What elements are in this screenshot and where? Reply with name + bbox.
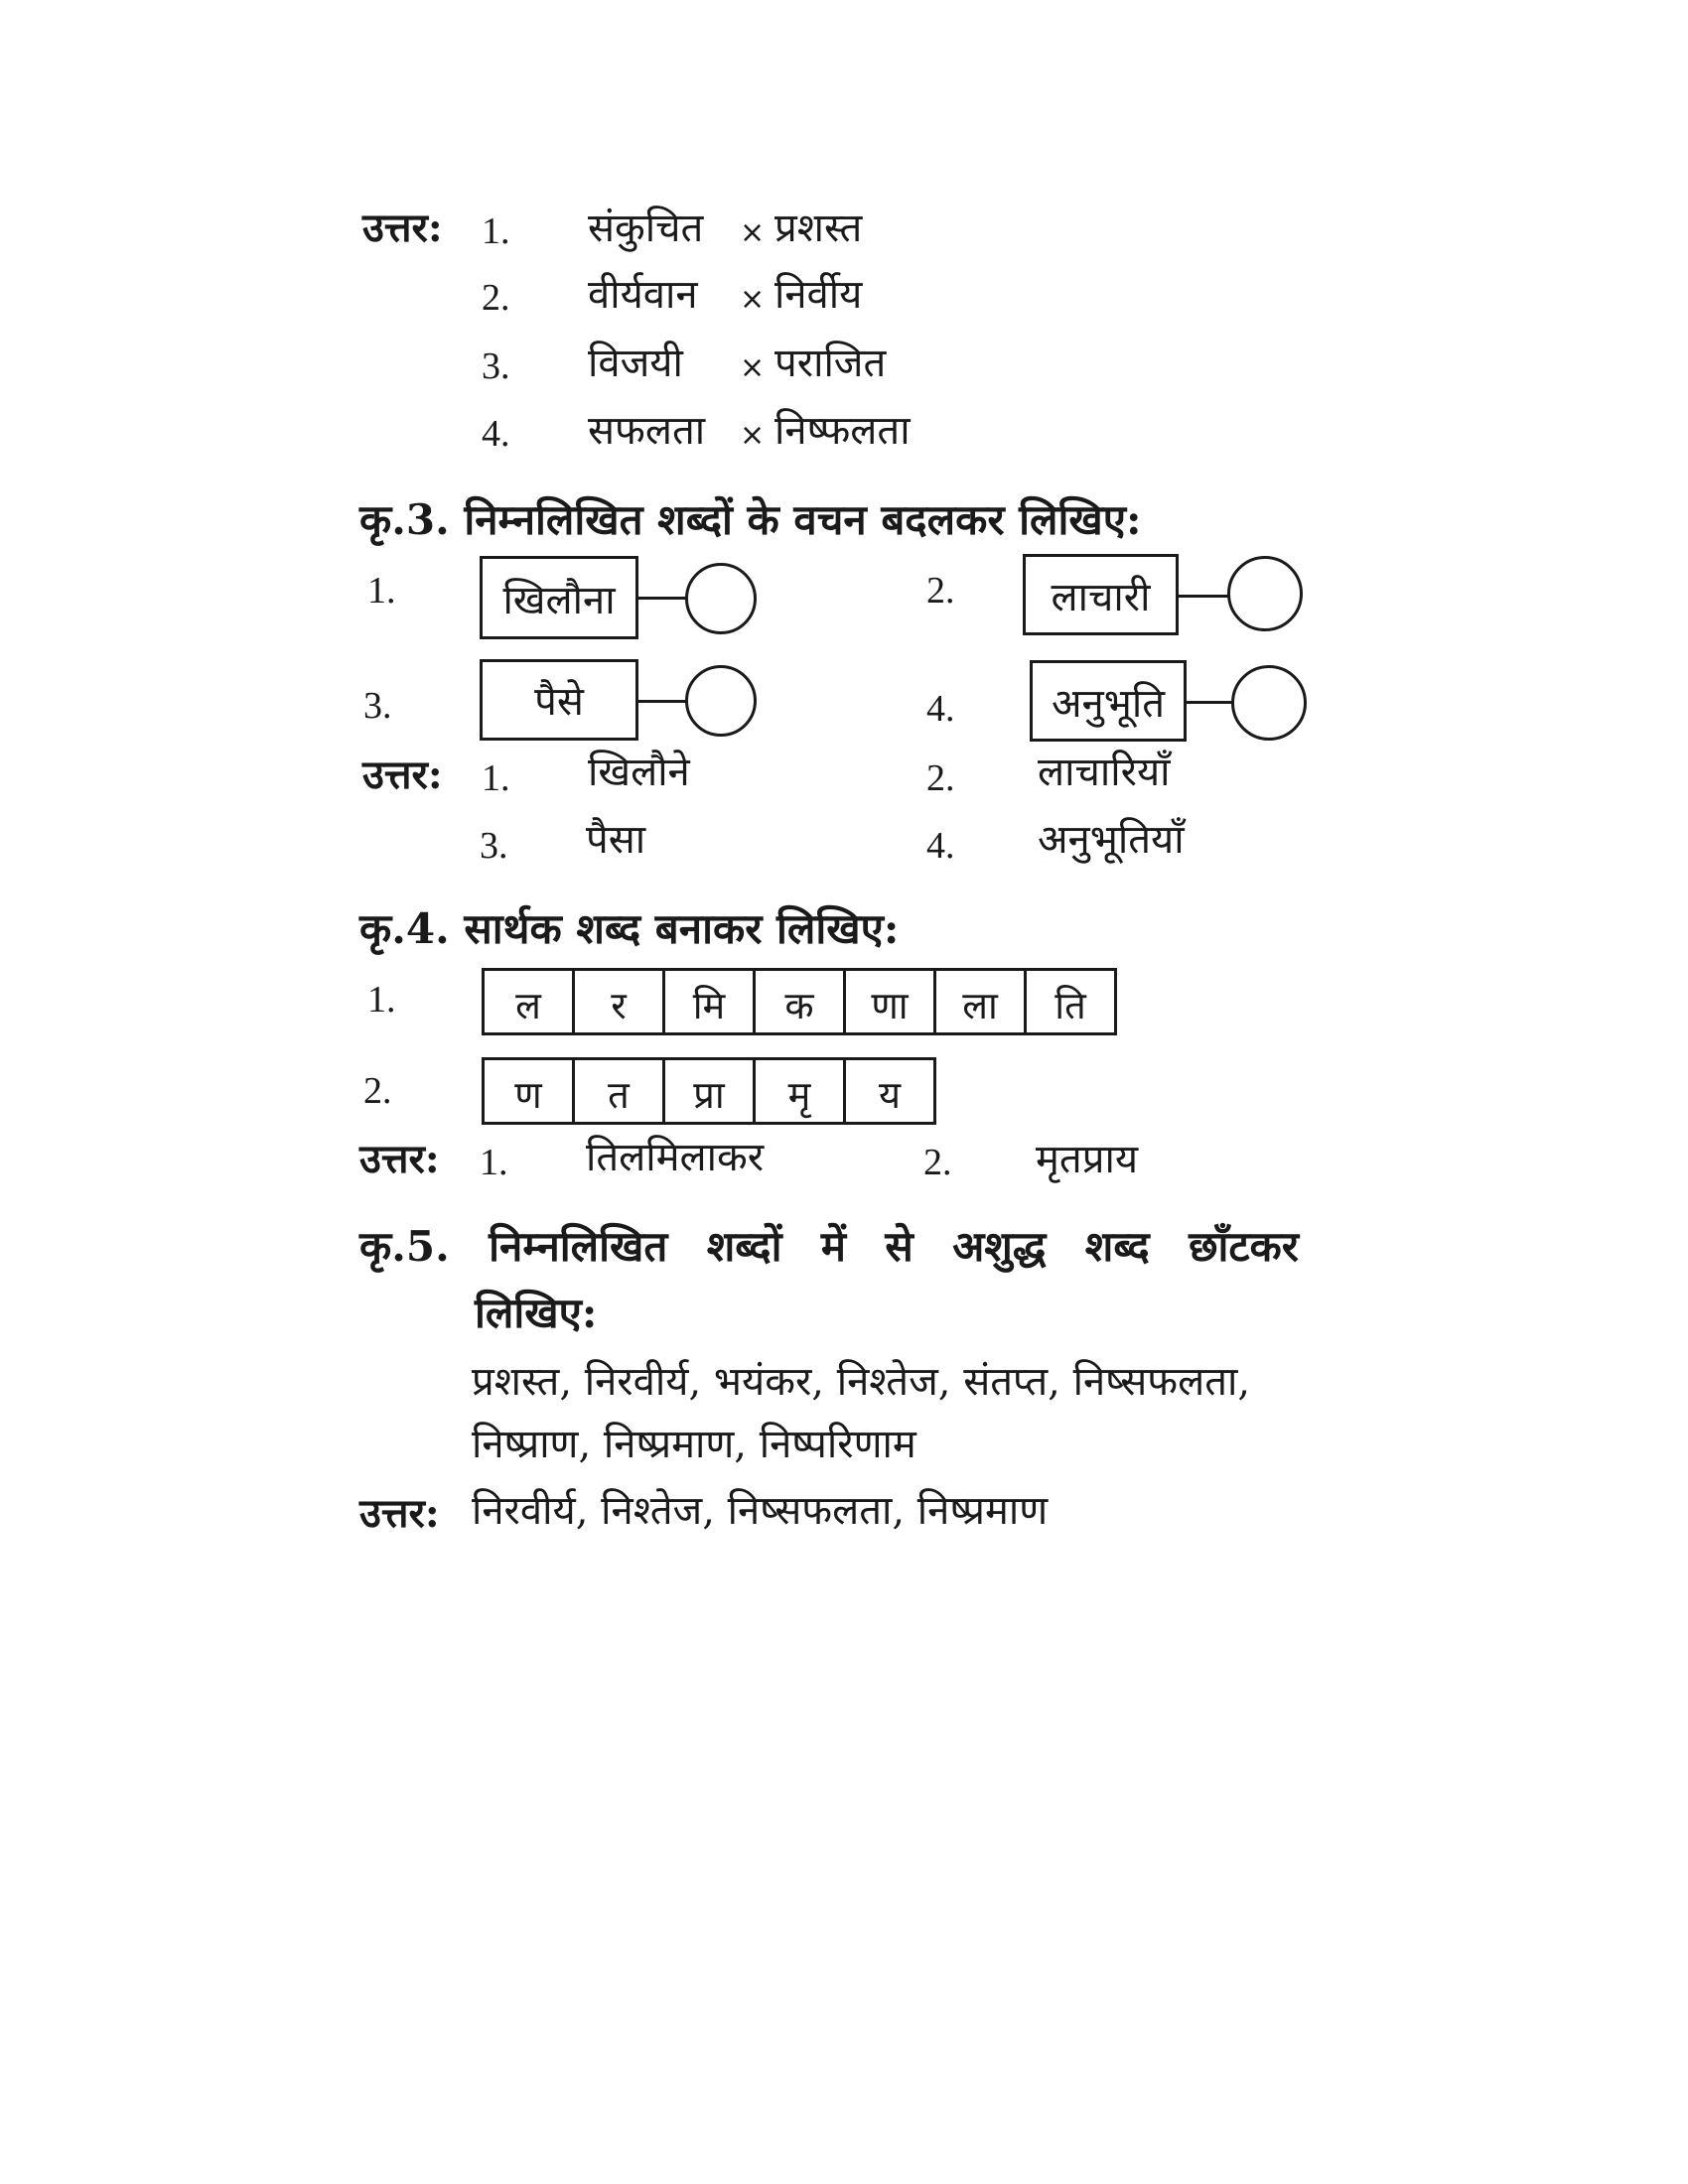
answer-label: उत्तर: <box>362 205 443 251</box>
opposite-word: निष्फलता <box>774 408 911 454</box>
item-number: 1. <box>367 979 396 1021</box>
letter-cell: ति <box>1027 971 1117 1032</box>
letter-cell: मृ <box>756 1060 846 1122</box>
opposite-word: निर्वीय <box>774 272 863 318</box>
item-number: 2. <box>482 277 510 319</box>
answer-circle <box>1231 665 1307 741</box>
item-number: 1. <box>482 757 510 799</box>
letter-grid <box>482 1057 936 1125</box>
item-number: 2. <box>926 570 955 612</box>
connector-line <box>638 597 688 600</box>
letter-cell: र <box>575 971 665 1032</box>
opposite-word: पराजित <box>774 341 887 386</box>
opposite-word: प्रशस्त <box>774 205 863 251</box>
word-box <box>480 556 638 639</box>
item-number: 4. <box>482 413 510 455</box>
word: वीर्यवान <box>588 272 698 318</box>
letter-cell: ण <box>485 1060 575 1122</box>
question-heading-continued: लिखिए: <box>475 1289 598 1337</box>
item-number: 3. <box>482 345 510 387</box>
word-box-text: खिलौना <box>502 577 616 623</box>
answer-text: निरवीर्य, निश्तेज, निष्सफलता, निष्प्रमाण <box>472 1488 1049 1534</box>
word-box <box>480 659 638 741</box>
answer-text: पैसा <box>586 817 646 863</box>
item-number: 2. <box>923 1142 952 1183</box>
question-heading: कृ.5. निम्नलिखित शब्दों में से अशुद्ध शब्द छाँटकर <box>359 1222 1299 1271</box>
word-list: प्रशस्त, निरवीर्य, भयंकर, निश्तेज, संतप्त, निष्सफलता, <box>472 1359 1251 1405</box>
item-number: 4. <box>926 688 955 730</box>
item-number: 3. <box>363 685 392 727</box>
answer-circle <box>1227 556 1303 631</box>
item-number: 3. <box>480 825 508 867</box>
letter-cell: य <box>846 1060 936 1122</box>
times-sign: × <box>740 418 766 453</box>
word: संकुचित <box>588 205 704 251</box>
question-heading: कृ.4. सार्थक शब्द बनाकर लिखिए: <box>359 904 900 953</box>
times-sign: × <box>740 282 766 317</box>
answer-text: अनुभूतियाँ <box>1038 817 1185 863</box>
letter-cell: प्रा <box>665 1060 756 1122</box>
connector-line <box>1179 595 1230 598</box>
item-number: 1. <box>480 1142 508 1183</box>
letter-grid <box>482 968 1117 1035</box>
item-number: 2. <box>926 757 955 799</box>
letter-cell: क <box>756 971 846 1032</box>
answer-text: मृतप्राय <box>1036 1137 1139 1182</box>
answer-label: उत्तर: <box>359 1136 440 1182</box>
answer-label: उत्तर: <box>362 751 443 798</box>
answer-text: खिलौने <box>588 750 690 795</box>
item-number: 1. <box>367 570 396 612</box>
letter-cell: त <box>575 1060 665 1122</box>
item-number: 1. <box>482 210 510 252</box>
times-sign: × <box>740 350 766 385</box>
times-sign: × <box>740 215 766 250</box>
question-heading: कृ.3. निम्नलिखित शब्दों के वचन बदलकर लिखिए: <box>359 495 1142 544</box>
word-box <box>1023 554 1179 635</box>
letter-cell: ल <box>485 971 575 1032</box>
answer-circle <box>685 563 757 634</box>
word-box-text: पैसे <box>534 679 584 725</box>
word-box-text: लाचारी <box>1051 574 1151 620</box>
word-box-text: अनुभूति <box>1051 680 1166 727</box>
word: सफलता <box>588 408 706 454</box>
connector-line <box>638 700 688 703</box>
item-number: 2. <box>363 1070 392 1112</box>
answer-text: तिलमिलाकर <box>586 1135 765 1180</box>
connector-line <box>1187 701 1234 704</box>
answer-circle <box>685 665 757 737</box>
answer-label: उत्तर: <box>359 1490 440 1537</box>
letter-cell: ला <box>936 971 1027 1032</box>
word-list: निष्प्राण, निष्प्रमाण, निष्परिणाम <box>472 1422 916 1467</box>
item-number: 4. <box>926 825 955 867</box>
letter-cell: मि <box>665 971 756 1032</box>
letter-cell: णा <box>846 971 936 1032</box>
word: विजयी <box>588 341 683 386</box>
word-box <box>1030 660 1187 742</box>
answer-text: लाचारियाँ <box>1038 750 1171 795</box>
